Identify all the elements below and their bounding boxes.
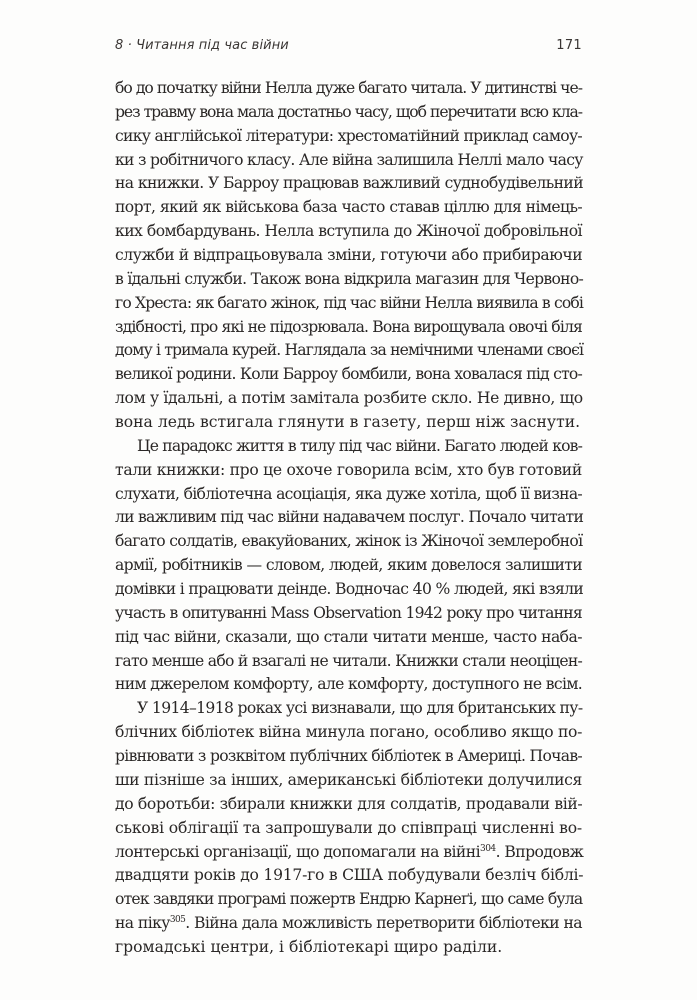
- text-line-content: порт, який як військова база часто ставав ціллю для німець-: [115, 198, 582, 217]
- text-line-content: ли важливим під час війни надавачем послуг. Почало читати: [115, 508, 584, 527]
- text-line-content: на книжки. У Барроу працював важливий суднобудівельний: [115, 174, 584, 193]
- text-line-content: тали книжки: про це охоче говорила всім, хто був готовий: [115, 460, 582, 479]
- text-line-content: Це парадокс життя в тилу під час війни. Багато людей ков-: [137, 436, 582, 455]
- text-line: [115, 602, 582, 626]
- text-line: [115, 483, 582, 507]
- text-line: [115, 841, 582, 865]
- text-line: [115, 77, 582, 101]
- text-line-content: домівки і працювати деінде. Водночас 40 % людей, які взяли: [115, 580, 584, 599]
- text-line-content: вона ледь встигала глянути в газету, перш ніж заснути.: [115, 413, 581, 432]
- text-line: [115, 769, 582, 793]
- text-line-continuation: . Впродовж: [495, 842, 584, 861]
- footnote-reference: 304: [480, 843, 496, 854]
- text-line: [115, 912, 582, 936]
- text-line-content: здібності, про які не підозрювала. Вона вирощувала овочі біля: [115, 317, 583, 336]
- text-line: [115, 650, 582, 674]
- text-line-content: го Хреста: як багато жінок, під час війни Нелла виявила в собі: [115, 293, 584, 312]
- text-line: [115, 626, 582, 650]
- text-line-content: сику англійської літератури: хрестоматійний приклад самоу-: [115, 126, 582, 145]
- text-line-content: лонтерські організації, що допомагали на війні: [115, 842, 481, 861]
- text-line: [115, 530, 582, 554]
- text-line-content: ськові облігації та запрошували до співпраці численні во-: [115, 818, 582, 837]
- text-line: [115, 745, 582, 769]
- text-line-content: двадцяти років до 1917-го в США побудували безліч біблі-: [115, 866, 584, 885]
- text-line-content: громадські центри, і бібліотекарі щиро раділи.: [115, 937, 503, 956]
- text-line: [115, 864, 582, 888]
- text-line: [115, 316, 582, 340]
- text-line-content: ких бомбардувань. Нелла вступила до Жіночої добровільної: [115, 222, 582, 241]
- text-line-content: У 1914–1918 роках усі визнавали, що для британських пу-: [137, 699, 583, 718]
- text-line-content: ки з робітничого класу. Але війна залишила Неллі мало часу: [115, 150, 583, 169]
- text-line: [115, 888, 582, 912]
- text-line: [115, 817, 582, 841]
- text-line-content: участь в опитуванні Mass Observation 1942 року про читання: [115, 603, 582, 622]
- text-line: [115, 554, 582, 578]
- text-line: [115, 435, 582, 459]
- text-line-content: на піку: [115, 914, 170, 933]
- text-line-content: великої родини. Коли Барроу бомбили, вона ховалася під сто-: [115, 365, 582, 384]
- text-line: [115, 172, 582, 196]
- chapter-title: 8 · Читання під час війни: [115, 38, 289, 53]
- text-line-content: слухати, бібліотечна асоціація, яка дуже хотіла, щоб її визна-: [115, 484, 582, 503]
- body-text: [115, 77, 582, 960]
- text-line-content: гато менше або й взагалі не читали. Книжки стали неоціцен-: [115, 651, 582, 670]
- text-line-content: під час війни, сказали, що стали читати менше, часто наба-: [115, 627, 582, 646]
- text-line-content: ним джерелом комфорту, але комфорту, доступного не всім.: [115, 675, 583, 694]
- footnote-reference: 305: [169, 915, 186, 926]
- text-line-content: дому і тримала курей. Наглядала за немічними членами своєї: [115, 341, 584, 360]
- page-number: 171: [556, 38, 582, 53]
- text-line: [115, 459, 582, 483]
- text-line: [115, 673, 582, 697]
- text-line: [115, 721, 582, 745]
- text-line: [115, 793, 582, 817]
- text-line-content: рез травму вона мала достатньо часу, щоб перечитати всю кла-: [115, 102, 582, 121]
- text-line: [115, 339, 582, 363]
- text-line-content: багато солдатів, евакуйованих, жінок із Жіночої землеробної: [115, 532, 583, 551]
- text-line-content: служби й відпрацьовувала зміни, готуючи або прибираючи: [115, 246, 583, 265]
- text-line: [115, 268, 582, 292]
- text-line: [115, 101, 582, 125]
- text-line-content: армії, робітників — словом, людей, яким довелося залишити: [115, 556, 582, 575]
- running-header: [115, 38, 582, 60]
- text-line: [115, 149, 582, 173]
- text-line: [115, 220, 582, 244]
- text-line: [115, 363, 582, 387]
- text-line: [115, 411, 582, 435]
- text-line-content: ши пізніше за інших, американські бібліотеки долучилися: [115, 770, 582, 789]
- text-line: [115, 196, 582, 220]
- text-line-content: лом у їдальні, а потім замітала розбите скло. Не дивно, що: [115, 389, 583, 408]
- text-line-content: до боротьби: збирали книжки для солдатів, продавали вій-: [115, 794, 583, 813]
- text-line-content: отек завдяки програмі пожертв Ендрю Карнеґі, що саме була: [115, 890, 583, 909]
- text-line: [115, 387, 582, 411]
- text-line-content: бо до початку війни Нелла дуже багато читала. У дитинстві че-: [115, 79, 582, 97]
- text-line-continuation: . Війна дала можливість перетворити бібліотеки на: [185, 914, 582, 933]
- text-line: [115, 292, 582, 316]
- text-line: [115, 697, 582, 721]
- text-line: [115, 578, 582, 602]
- text-line: [115, 244, 582, 268]
- text-line-content: блічних бібліотек війна минула погано, особливо якщо по-: [115, 723, 582, 742]
- text-line: [115, 125, 582, 149]
- text-line: [115, 936, 582, 960]
- text-line-content: в їдальні служби. Також вона відкрила магазин для Червоно-: [115, 269, 584, 288]
- text-line: [115, 506, 582, 530]
- text-line-content: рівнювати з розквітом публічних бібліотек в Америці. Почав-: [115, 747, 582, 766]
